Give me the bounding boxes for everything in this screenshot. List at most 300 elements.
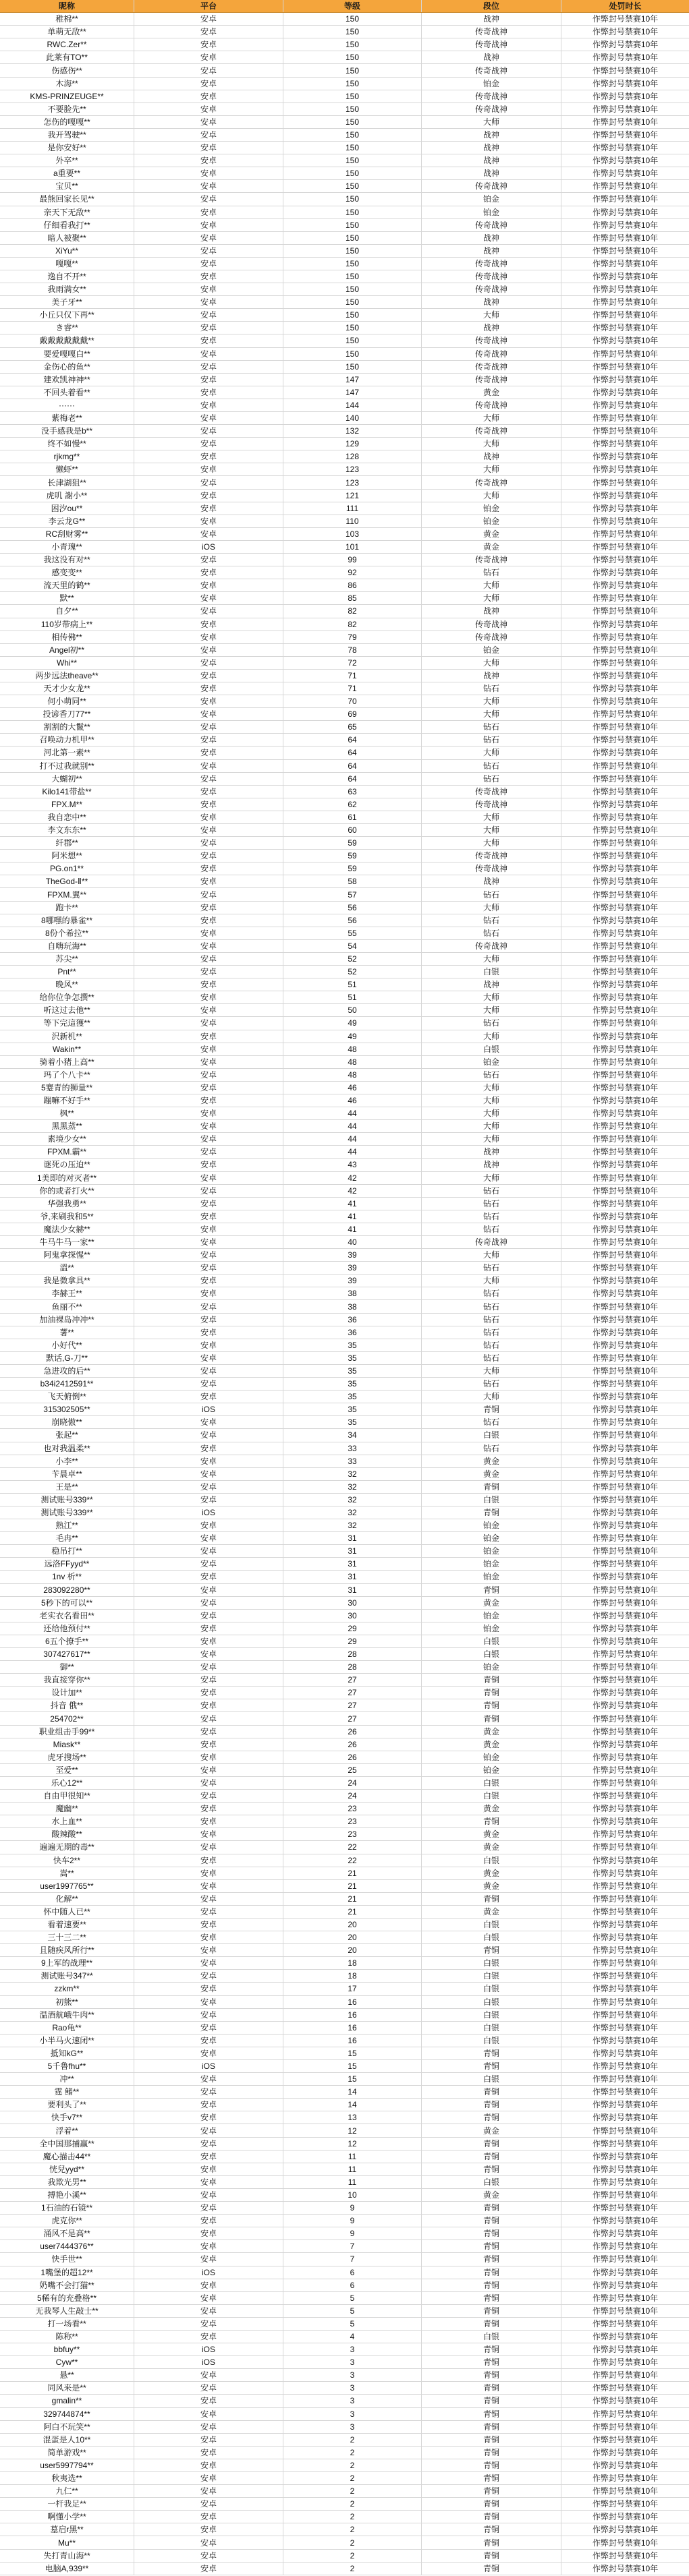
cell-nickname: 329744874**	[0, 2408, 134, 2420]
cell-nickname: 且随疾风所行**	[0, 1944, 134, 1956]
cell-penalty: 作弊封号禁赛10年	[592, 1623, 659, 1633]
table-row	[0, 1017, 689, 1030]
table-row	[0, 605, 689, 618]
cell-penalty: 作弊封号禁赛10年	[592, 1997, 659, 2007]
cell-penalty: 作弊封号禁赛10年	[592, 53, 659, 63]
cell-rank: 钻石	[422, 721, 561, 733]
cell-nickname: user5997794**	[0, 2459, 134, 2471]
cell-platform: 安卓	[134, 1597, 283, 1609]
table-row	[0, 1970, 689, 1983]
table-row	[0, 1391, 689, 1403]
cell-rank: 白银	[422, 1043, 561, 1055]
cell-rank: 大师	[422, 116, 561, 128]
cell-nickname: zzkm**	[0, 1983, 134, 1995]
cell-penalty: 作弊封号禁赛10年	[592, 967, 659, 977]
cell-rank: 青铜	[422, 1506, 561, 1519]
cell-nickname: 酸辣酸**	[0, 1828, 134, 1840]
table-row	[0, 1300, 689, 1313]
cell-nickname: 1石油的石镜**	[0, 2202, 134, 2214]
cell-nickname: 自嗨玩海**	[0, 940, 134, 952]
cell-platform: 安卓	[134, 2279, 283, 2291]
cell-platform: 安卓	[134, 902, 283, 914]
table-row	[0, 38, 689, 51]
cell-nickname: 熟江**	[0, 1519, 134, 1531]
cell-level: 27	[283, 1699, 422, 1711]
cell-platform: 安卓	[134, 2176, 283, 2188]
cell-rank: 黄金	[422, 1726, 561, 1738]
cell-penalty: 作弊封号禁赛10年	[592, 1314, 659, 1324]
cell-nickname: 蹦嘛不好手**	[0, 1094, 134, 1107]
cell-level: 4	[283, 2331, 422, 2343]
table-row	[0, 116, 689, 129]
cell-nickname: 一杆我足**	[0, 2498, 134, 2510]
cell-penalty: 作弊封号禁赛10年	[592, 1482, 659, 1492]
cell-level: 150	[283, 309, 422, 321]
cell-rank: 青铜	[422, 1712, 561, 1724]
cell-platform: 安卓	[134, 334, 283, 347]
cell-penalty: 作弊封号禁赛10年	[592, 1160, 659, 1170]
cell-level: 32	[283, 1519, 422, 1531]
cell-platform: 安卓	[134, 142, 283, 154]
cell-nickname: 小半马火速闭**	[0, 2035, 134, 2047]
table-row	[0, 1352, 689, 1365]
cell-platform: 安卓	[134, 798, 283, 811]
cell-platform: 安卓	[134, 1610, 283, 1622]
cell-platform: 安卓	[134, 773, 283, 785]
cell-nickname: 逸自不开**	[0, 270, 134, 283]
cell-platform: 安卓	[134, 1519, 283, 1531]
table-row	[0, 232, 689, 245]
table-row	[0, 2382, 689, 2395]
cell-level: 2	[283, 2485, 422, 2497]
cell-penalty: 作弊封号禁赛10年	[592, 2113, 659, 2123]
cell-platform: 安卓	[134, 1906, 283, 1918]
cell-nickname: user1997765**	[0, 1880, 134, 1892]
cell-level: 27	[283, 1712, 422, 1724]
cell-rank: 钻石	[422, 773, 561, 785]
table-row	[0, 1726, 689, 1738]
cell-penalty: 作弊封号禁赛10年	[592, 104, 659, 114]
cell-rank: 青铜	[422, 2099, 561, 2111]
cell-penalty: 作弊封号禁赛10年	[592, 2550, 659, 2560]
cell-penalty: 作弊封号禁赛10年	[592, 2229, 659, 2239]
cell-penalty: 作弊封号禁赛10年	[592, 1366, 659, 1376]
cell-penalty: 作弊封号禁赛10年	[592, 838, 659, 848]
cell-penalty: 作弊封号禁赛10年	[592, 1585, 659, 1595]
cell-platform: 安卓	[134, 1726, 283, 1738]
cell-penalty: 作弊封号禁赛10年	[592, 2061, 659, 2072]
cell-nickname: RWC.Zer**	[0, 38, 134, 51]
table-row	[0, 1082, 689, 1094]
cell-level: 32	[283, 1506, 422, 1519]
cell-rank: 钻石	[422, 927, 561, 939]
cell-platform: 安卓	[134, 1069, 283, 1081]
cell-platform: 安卓	[134, 1017, 283, 1029]
cell-nickname: 嵩**	[0, 1867, 134, 1879]
cell-platform: 安卓	[134, 1648, 283, 1660]
cell-level: 29	[283, 1635, 422, 1647]
cell-nickname: 打一场看**	[0, 2318, 134, 2330]
cell-level: 41	[283, 1223, 422, 1235]
cell-platform: 安卓	[134, 747, 283, 759]
cell-level: 5	[283, 2305, 422, 2317]
table-row	[0, 219, 689, 232]
cell-penalty: 作弊封号禁赛10年	[592, 2087, 659, 2097]
cell-nickname: 魔幽**	[0, 1803, 134, 1815]
table-row	[0, 554, 689, 566]
table-row	[0, 270, 689, 283]
cell-platform: iOS	[134, 2343, 283, 2355]
table-row	[0, 773, 689, 786]
table-row	[0, 1803, 689, 1815]
cell-rank: 青铜	[422, 2369, 561, 2381]
cell-level: 3	[283, 2343, 422, 2355]
table-row	[0, 2240, 689, 2253]
cell-rank: 黄金	[422, 1828, 561, 1840]
cell-rank: 传奇战神	[422, 361, 561, 373]
cell-penalty: 作弊封号禁赛10年	[592, 490, 659, 500]
table-row	[0, 1674, 689, 1687]
cell-level: 23	[283, 1815, 422, 1827]
cell-penalty: 作弊封号禁赛10年	[592, 349, 659, 359]
cell-level: 82	[283, 618, 422, 631]
cell-rank: 传奇战神	[422, 180, 561, 192]
table-row	[0, 902, 689, 914]
cell-platform: 安卓	[134, 1429, 283, 1441]
cell-nickname: FPX.M**	[0, 798, 134, 811]
cell-level: 16	[283, 1996, 422, 2008]
cell-rank: 白银	[422, 2009, 561, 2021]
cell-platform: 安卓	[134, 1146, 283, 1158]
cell-nickname: 虎克你**	[0, 2215, 134, 2227]
table-row	[0, 2395, 689, 2407]
cell-level: 41	[283, 1198, 422, 1210]
cell-level: 16	[283, 2035, 422, 2047]
cell-platform: 安卓	[134, 786, 283, 798]
cell-level: 49	[283, 1030, 422, 1043]
cell-rank: 钻石	[422, 734, 561, 746]
table-row	[0, 2536, 689, 2549]
table-row	[0, 1790, 689, 1803]
cell-level: 23	[283, 1828, 422, 1840]
table-row	[0, 1429, 689, 1442]
cell-level: 14	[283, 2099, 422, 2111]
cell-rank: 战神	[422, 232, 561, 244]
cell-penalty: 作弊封号禁赛10年	[592, 1701, 659, 1711]
cell-nickname: 至爱**	[0, 1764, 134, 1776]
cell-penalty: 作弊封号禁赛10年	[592, 773, 659, 784]
table-row	[0, 2459, 689, 2472]
table-row	[0, 90, 689, 103]
cell-nickname: 快手v7**	[0, 2111, 134, 2124]
cell-penalty: 作弊封号禁赛10年	[592, 915, 659, 925]
cell-platform: 安卓	[134, 1867, 283, 1879]
cell-nickname: 我这没有对**	[0, 554, 134, 566]
cell-rank: 传奇战神	[422, 1236, 561, 1248]
cell-penalty: 作弊封号禁赛10年	[592, 2332, 659, 2342]
cell-penalty: 作弊封号禁赛10年	[592, 2254, 659, 2264]
cell-rank: 钻石	[422, 1378, 561, 1390]
cell-nickname: Mu**	[0, 2536, 134, 2548]
cell-penalty: 作弊封号禁赛10年	[592, 181, 659, 192]
cell-nickname: 暗人被聚**	[0, 232, 134, 244]
cell-nickname: 急进攻的后**	[0, 1365, 134, 1377]
cell-penalty: 作弊封号禁赛10年	[592, 1327, 659, 1337]
cell-penalty: 作弊封号禁赛10年	[592, 1224, 659, 1234]
cell-platform: 安卓	[134, 2434, 283, 2446]
cell-rank: 传奇战神	[422, 399, 561, 411]
cell-nickname: 终不如慢**	[0, 438, 134, 450]
cell-level: 79	[283, 631, 422, 643]
cell-level: 13	[283, 2111, 422, 2124]
cell-penalty: 作弊封号禁赛10年	[592, 1057, 659, 1067]
cell-rank: 白银	[422, 1494, 561, 1506]
cell-level: 33	[283, 1442, 422, 1455]
cell-rank: 青铜	[422, 2395, 561, 2407]
cell-penalty: 作弊封号禁赛10年	[592, 1945, 659, 1956]
cell-platform: 安卓	[134, 2150, 283, 2163]
table-row	[0, 2472, 689, 2485]
cell-nickname: 亲天下无敌**	[0, 206, 134, 218]
cell-penalty: 作弊封号禁赛10年	[592, 169, 659, 179]
cell-rank: 黄金	[422, 1867, 561, 1879]
table-row	[0, 502, 689, 515]
cell-nickname: 崩晓傲**	[0, 1416, 134, 1428]
cell-level: 6	[283, 2266, 422, 2279]
table-row	[0, 1867, 689, 1880]
cell-nickname: 懒虾**	[0, 463, 134, 475]
cell-rank: 大师	[422, 579, 561, 591]
cell-penalty: 作弊封号禁赛10年	[592, 1610, 659, 1620]
cell-nickname: 冲**	[0, 2073, 134, 2085]
cell-nickname: ······	[0, 399, 134, 411]
cell-nickname: Wakin**	[0, 1043, 134, 1055]
table-row	[0, 2215, 689, 2227]
cell-platform: iOS	[134, 1403, 283, 1415]
cell-penalty: 作弊封号禁赛10年	[592, 1301, 659, 1312]
cell-nickname: 6五个撩手**	[0, 1635, 134, 1647]
table-row	[0, 1378, 689, 1391]
cell-platform: 安卓	[134, 1944, 283, 1956]
cell-level: 150	[283, 129, 422, 141]
cell-level: 9	[283, 2215, 422, 2227]
cell-platform: 安卓	[134, 978, 283, 991]
cell-level: 64	[283, 747, 422, 759]
cell-penalty: 作弊封号禁赛10年	[592, 2383, 659, 2393]
table-row	[0, 991, 689, 1004]
cell-level: 2	[283, 2472, 422, 2484]
cell-nickname: 恍兒yyd**	[0, 2163, 134, 2175]
cell-level: 31	[283, 1558, 422, 1570]
cell-level: 123	[283, 476, 422, 488]
table-row	[0, 103, 689, 116]
cell-rank: 大师	[422, 902, 561, 914]
cell-platform: 安卓	[134, 116, 283, 128]
cell-nickname: 我开驾驶**	[0, 129, 134, 141]
cell-nickname: user7444376**	[0, 2240, 134, 2252]
cell-platform: 安卓	[134, 374, 283, 386]
cell-nickname: 美子牙**	[0, 296, 134, 308]
cell-nickname: 何小萌同**	[0, 695, 134, 707]
cell-penalty: 作弊封号禁赛10年	[592, 1185, 659, 1196]
cell-penalty: 作弊封号禁赛10年	[592, 657, 659, 668]
cell-platform: 安卓	[134, 2563, 283, 2575]
cell-penalty: 作弊封号禁赛10年	[592, 632, 659, 642]
table-row	[0, 2073, 689, 2086]
cell-penalty: 作弊封号禁赛10年	[592, 1405, 659, 1415]
cell-level: 2	[283, 2459, 422, 2471]
cell-level: 150	[283, 219, 422, 231]
cell-rank: 青铜	[422, 2086, 561, 2098]
cell-rank: 白银	[422, 1919, 561, 1931]
table-row	[0, 1339, 689, 1352]
cell-rank: 青铜	[422, 1687, 561, 1699]
table-row	[0, 1133, 689, 1146]
cell-penalty: 作弊封号禁赛10年	[592, 1379, 659, 1389]
table-row	[0, 129, 689, 142]
cell-nickname: 相传佛**	[0, 631, 134, 643]
table-row	[0, 528, 689, 541]
cell-penalty: 作弊封号禁赛10年	[592, 1778, 659, 1788]
cell-penalty: 作弊封号禁赛10年	[592, 272, 659, 282]
cell-rank: 大师	[422, 309, 561, 321]
cell-level: 150	[283, 78, 422, 90]
table-row	[0, 51, 689, 64]
table-row	[0, 1828, 689, 1841]
cell-rank: 钻石	[422, 1326, 561, 1339]
cell-rank: 传奇战神	[422, 258, 561, 270]
cell-nickname: 虎叽 謝小**	[0, 490, 134, 502]
table-row	[0, 2331, 689, 2343]
cell-level: 59	[283, 862, 422, 875]
cell-nickname: 1nv 析**	[0, 1571, 134, 1583]
cell-platform: 安卓	[134, 1687, 283, 1699]
cell-rank: 青铜	[422, 2408, 561, 2420]
cell-penalty: 作弊封号禁赛10年	[592, 1109, 659, 1119]
cell-penalty: 作弊封号禁赛10年	[592, 413, 659, 423]
cell-platform: 安卓	[134, 412, 283, 424]
table-row	[0, 1030, 689, 1043]
cell-platform: 安卓	[134, 425, 283, 437]
cell-penalty: 作弊封号禁赛10年	[592, 1791, 659, 1801]
cell-rank: 传奇战神	[422, 618, 561, 631]
table-row	[0, 2253, 689, 2266]
table-row	[0, 2550, 689, 2563]
cell-platform: 安卓	[134, 644, 283, 656]
table-row	[0, 13, 689, 26]
cell-level: 48	[283, 1069, 422, 1081]
cell-penalty: 作弊封号禁赛10年	[592, 310, 659, 320]
cell-platform: 安卓	[134, 2202, 283, 2214]
cell-nickname: 稚棉**	[0, 13, 134, 25]
cell-rank: 青铜	[422, 2150, 561, 2163]
cell-rank: 青铜	[422, 2511, 561, 2523]
cell-level: 150	[283, 322, 422, 334]
cell-nickname: 也对我温柔**	[0, 1442, 134, 1455]
cell-penalty: 作弊封号禁赛10年	[592, 1417, 659, 1428]
table-row	[0, 1481, 689, 1494]
cell-level: 150	[283, 258, 422, 270]
cell-nickname: 听这过去他**	[0, 1004, 134, 1016]
table-row	[0, 2498, 689, 2511]
cell-nickname: 初熊**	[0, 1996, 134, 2008]
cell-level: 2	[283, 2550, 422, 2562]
cell-nickname: 我欺光男**	[0, 2176, 134, 2188]
table-row	[0, 2138, 689, 2150]
cell-level: 32	[283, 1494, 422, 1506]
cell-rank: 战神	[422, 51, 561, 63]
cell-penalty: 作弊封号禁赛10年	[592, 2100, 659, 2110]
cell-penalty: 作弊封号禁赛10年	[592, 993, 659, 1003]
cell-penalty: 作弊封号禁赛10年	[592, 684, 659, 694]
cell-nickname: Angel初**	[0, 644, 134, 656]
cell-platform: 安卓	[134, 2459, 283, 2471]
cell-penalty: 作弊封号禁赛10年	[592, 439, 659, 449]
table-row	[0, 592, 689, 605]
cell-nickname: 李赫王**	[0, 1287, 134, 1299]
cell-platform: 安卓	[134, 206, 283, 218]
cell-rank: 白银	[422, 2073, 561, 2085]
cell-nickname: 河北第一素**	[0, 747, 134, 759]
cell-level: 20	[283, 1919, 422, 1931]
cell-rank: 大师	[422, 592, 561, 604]
cell-nickname: 无我琴人生敲士**	[0, 2305, 134, 2317]
cell-level: 2	[283, 2563, 422, 2575]
table-row	[0, 1223, 689, 1236]
table-row	[0, 1597, 689, 1610]
cell-level: 2	[283, 2523, 422, 2536]
cell-level: 26	[283, 1751, 422, 1763]
table-row	[0, 283, 689, 296]
table-row	[0, 2047, 689, 2060]
cell-platform: 安卓	[134, 2485, 283, 2497]
cell-penalty: 作弊封号禁赛10年	[592, 606, 659, 616]
cell-nickname: 华强我勇**	[0, 1198, 134, 1210]
cell-penalty: 作弊封号禁赛10年	[592, 1096, 659, 1106]
table-row	[0, 1738, 689, 1751]
cell-penalty: 作弊封号禁赛10年	[592, 194, 659, 204]
cell-penalty: 作弊封号禁赛10年	[592, 2177, 659, 2187]
cell-level: 15	[283, 2060, 422, 2072]
table-row	[0, 2523, 689, 2536]
cell-platform: 安卓	[134, 1133, 283, 1145]
cell-platform: 安卓	[134, 682, 283, 695]
table-row	[0, 1069, 689, 1082]
cell-rank: 钻石	[422, 1223, 561, 1235]
cell-rank: 白银	[422, 2331, 561, 2343]
cell-platform: 安卓	[134, 51, 283, 63]
cell-rank: 大师	[422, 1107, 561, 1119]
cell-penalty: 作弊封号禁赛10年	[592, 889, 659, 900]
cell-rank: 铂金	[422, 1532, 561, 1544]
cell-rank: 黄金	[422, 1803, 561, 1815]
cell-level: 36	[283, 1326, 422, 1339]
table-row	[0, 296, 689, 309]
cell-rank: 传奇战神	[422, 940, 561, 952]
cell-rank: 青铜	[422, 2111, 561, 2124]
cell-level: 38	[283, 1287, 422, 1299]
cell-nickname: 要利头了**	[0, 2099, 134, 2111]
cell-level: 46	[283, 1082, 422, 1094]
cell-rank: 青铜	[422, 2266, 561, 2279]
cell-penalty: 作弊封号禁赛10年	[592, 477, 659, 488]
cell-rank: 战神	[422, 978, 561, 991]
table-row	[0, 2356, 689, 2369]
cell-rank: 大师	[422, 657, 561, 669]
cell-platform: 安卓	[134, 1764, 283, 1776]
cell-platform: iOS	[134, 2060, 283, 2072]
cell-platform: 安卓	[134, 1983, 283, 1995]
